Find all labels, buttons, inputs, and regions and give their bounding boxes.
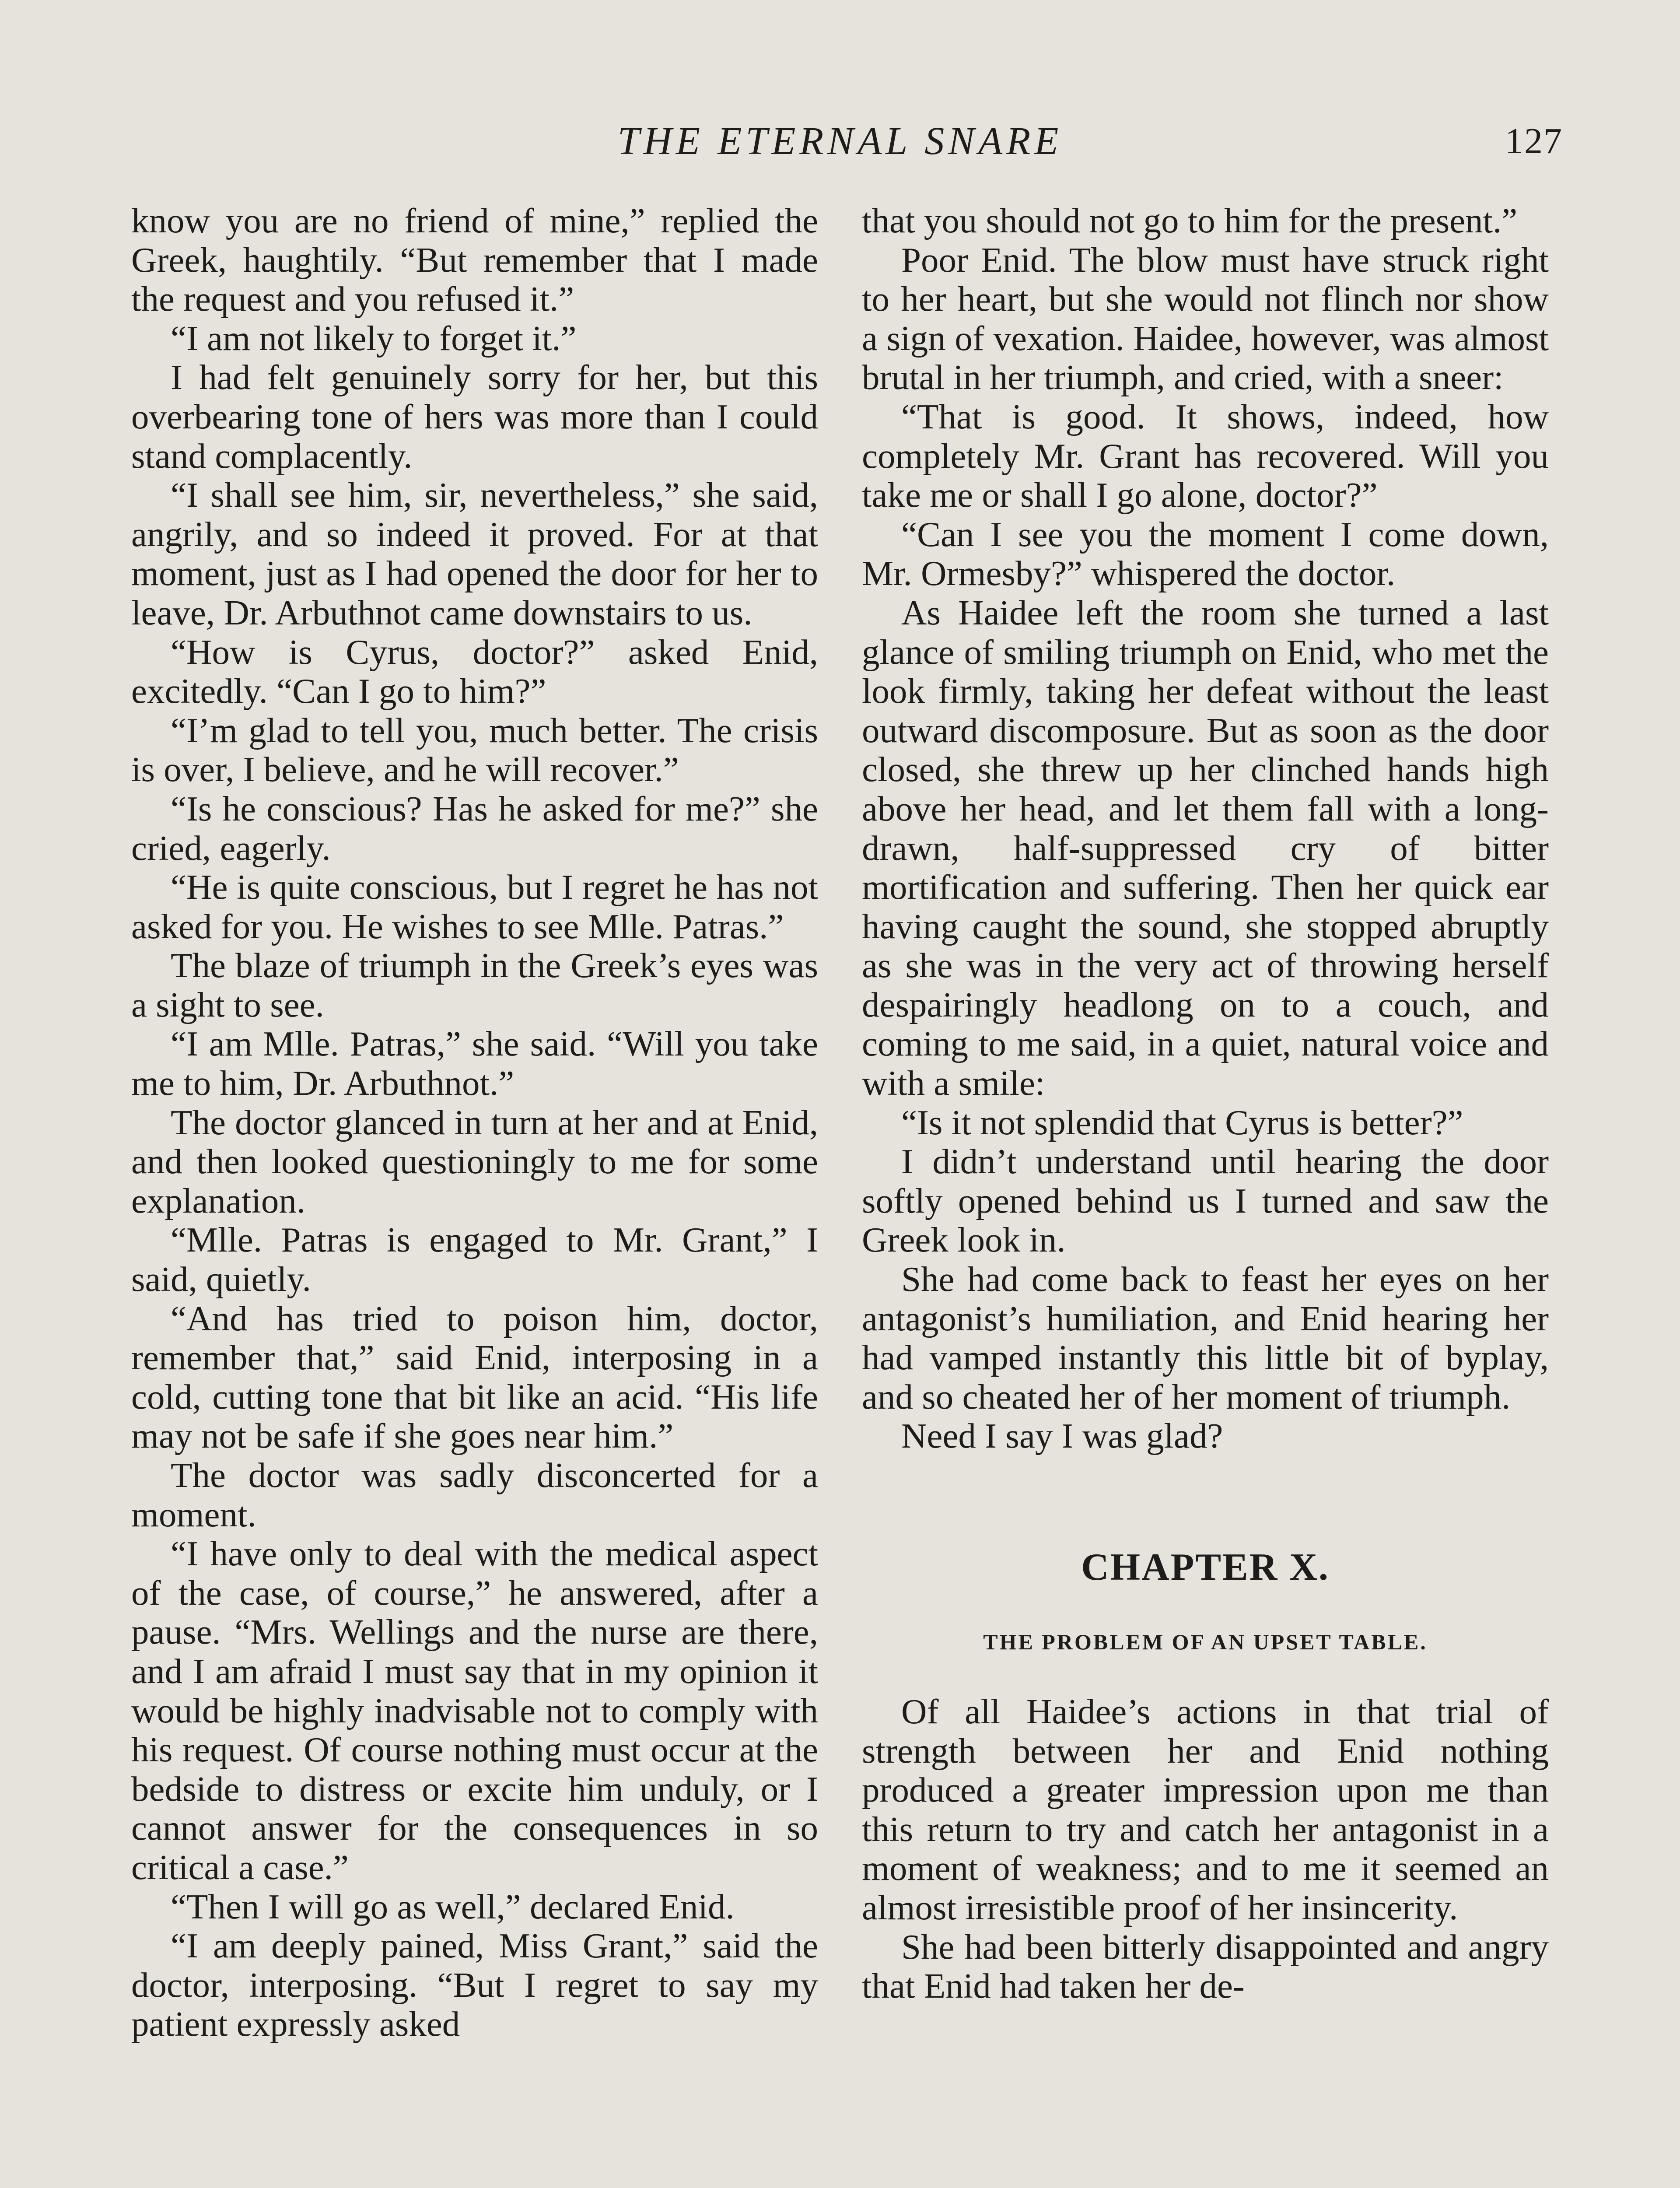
running-title: THE ETERNAL SNARE [617,119,1063,163]
paragraph: As Haidee left the room she turned a last glance of smiling triumph on Enid, who met the look firmly, taking her defeat without the least outward discomposure. But as soon as the door closed, she threw up her clinched hands high above her head, and let them fall with a long-drawn, half-suppressed cry of bitter mortification and suffering. Then her quick ear having caught the sound, she stopped abruptly as she was in the very act of throwing herself despairingly headlong on to a couch, and coming to me said, in a quiet, natural voice and with a smile: [862,593,1549,1103]
running-head [0,117,1680,165]
paragraph: She had been bitterly disappointed and angry that Enid had taken her de- [862,1927,1549,2006]
paragraph: “I am not likely to forget it.” [171,318,577,358]
paragraph: “Is he conscious? Has he asked for me?” she cried, eagerly. [131,789,818,868]
right-column [862,201,1549,2006]
section-spacer [862,1456,1549,1543]
paragraph: that you should not go to him for the present.” [862,201,1518,240]
paragraph: “Mlle. Patras is engaged to Mr. Grant,” I said, quietly. [131,1220,818,1299]
paragraph: “I shall see him, sir, nevertheless,” she said, angrily, and so indeed it proved. For at that moment, just as I had opened the door for her to leave, Dr. Arbuthnot came downstairs to us. [131,475,818,632]
paragraph: “How is Cyrus, doctor?” asked Enid, excitedly. “Can I go to him?” [131,632,818,711]
paragraph: The doctor glanced in turn at her and at Enid, and then looked questioningly to me for some explanation. [131,1102,818,1220]
paragraph: The blaze of triumph in the Greek’s eyes was a sight to see. [131,946,818,1024]
paragraph: “Then I will go as well,” declared Enid. [171,1886,735,1926]
paragraph: “Is it not splendid that Cyrus is better?” [901,1102,1463,1142]
chapter-subtitle: THE PROBLEM OF AN UPSET TABLE. [983,1630,1428,1654]
paragraph: “And has tried to poison him, doctor, remember that,” said Enid, interposing in a cold, cutting tone that bit like an acid. “His life may not be safe if she goes near him.” [131,1298,818,1456]
paragraph: Of all Haidee’s actions in that trial of strength between her and Enid nothing produced a greater impression upon me than this return to try and catch her antagonist in a moment of weakness; and to me it seemed an almost irresistible proof of her insincerity. [862,1692,1549,1927]
chapter-title: CHAPTER X. [1081,1546,1330,1588]
paragraph: “I am deeply pained, Miss Grant,” said the doctor, interposing. “But I regret to say my patient expressly asked [131,1926,818,2044]
paragraph: I didn’t understand until hearing the door softly opened behind us I turned and saw the Greek look in. [862,1142,1549,1260]
paragraph: “He is quite conscious, but I regret he has not asked for you. He wishes to see Mlle. Patras.” [131,867,818,946]
paragraph: I had felt genuinely sorry for her, but this overbearing tone of hers was more than I could stand complacently. [131,358,818,476]
paragraph: The doctor was sadly disconcerted for a moment. [131,1455,818,1534]
paragraph: “I have only to deal with the medical aspect of the case, of course,” he answered, after a pause. “Mrs. Wellings and the nurse are there, and I am afraid I must say that in my opinion it would be highly inadvisable not to comply with his request. Of course nothing must occur at the bedside to distress or excite him unduly, or I cannot answer for the consequences in so critical a case.” [131,1534,818,1887]
paragraph: Poor Enid. The blow must have struck right to her heart, but she would not flinch nor show a sign of vexation. Haidee, however, was almost brutal in her triumph, and cried, with a sneer: [862,240,1549,397]
paragraph: Need I say I was glad? [901,1416,1223,1456]
paragraph: know you are no friend of mine,” replied the Greek, haughtily. “But remember that I made the request and you refused it.” [131,201,818,319]
paragraph: She had come back to feast her eyes on her antagonist’s humiliation, and Enid hearing her had vamped instantly this little bit of byplay, and so cheated her of her moment of triumph. [862,1259,1549,1417]
paragraph: “I am Mlle. Patras,” she said. “Will you take me to him, Dr. Arbuthnot.” [131,1024,818,1103]
paragraph: “I’m glad to tell you, much better. The crisis is over, I believe, and he will recover.” [131,710,818,789]
paragraph: “Can I see you the moment I come down, Mr. Ormesby?” whispered the doctor. [862,514,1549,593]
left-column [131,201,818,2044]
paragraph: “That is good. It shows, indeed, how completely Mr. Grant has recovered. Will you take me or shall I go alone, doctor?” [862,396,1549,515]
page-number: 127 [1505,121,1563,161]
